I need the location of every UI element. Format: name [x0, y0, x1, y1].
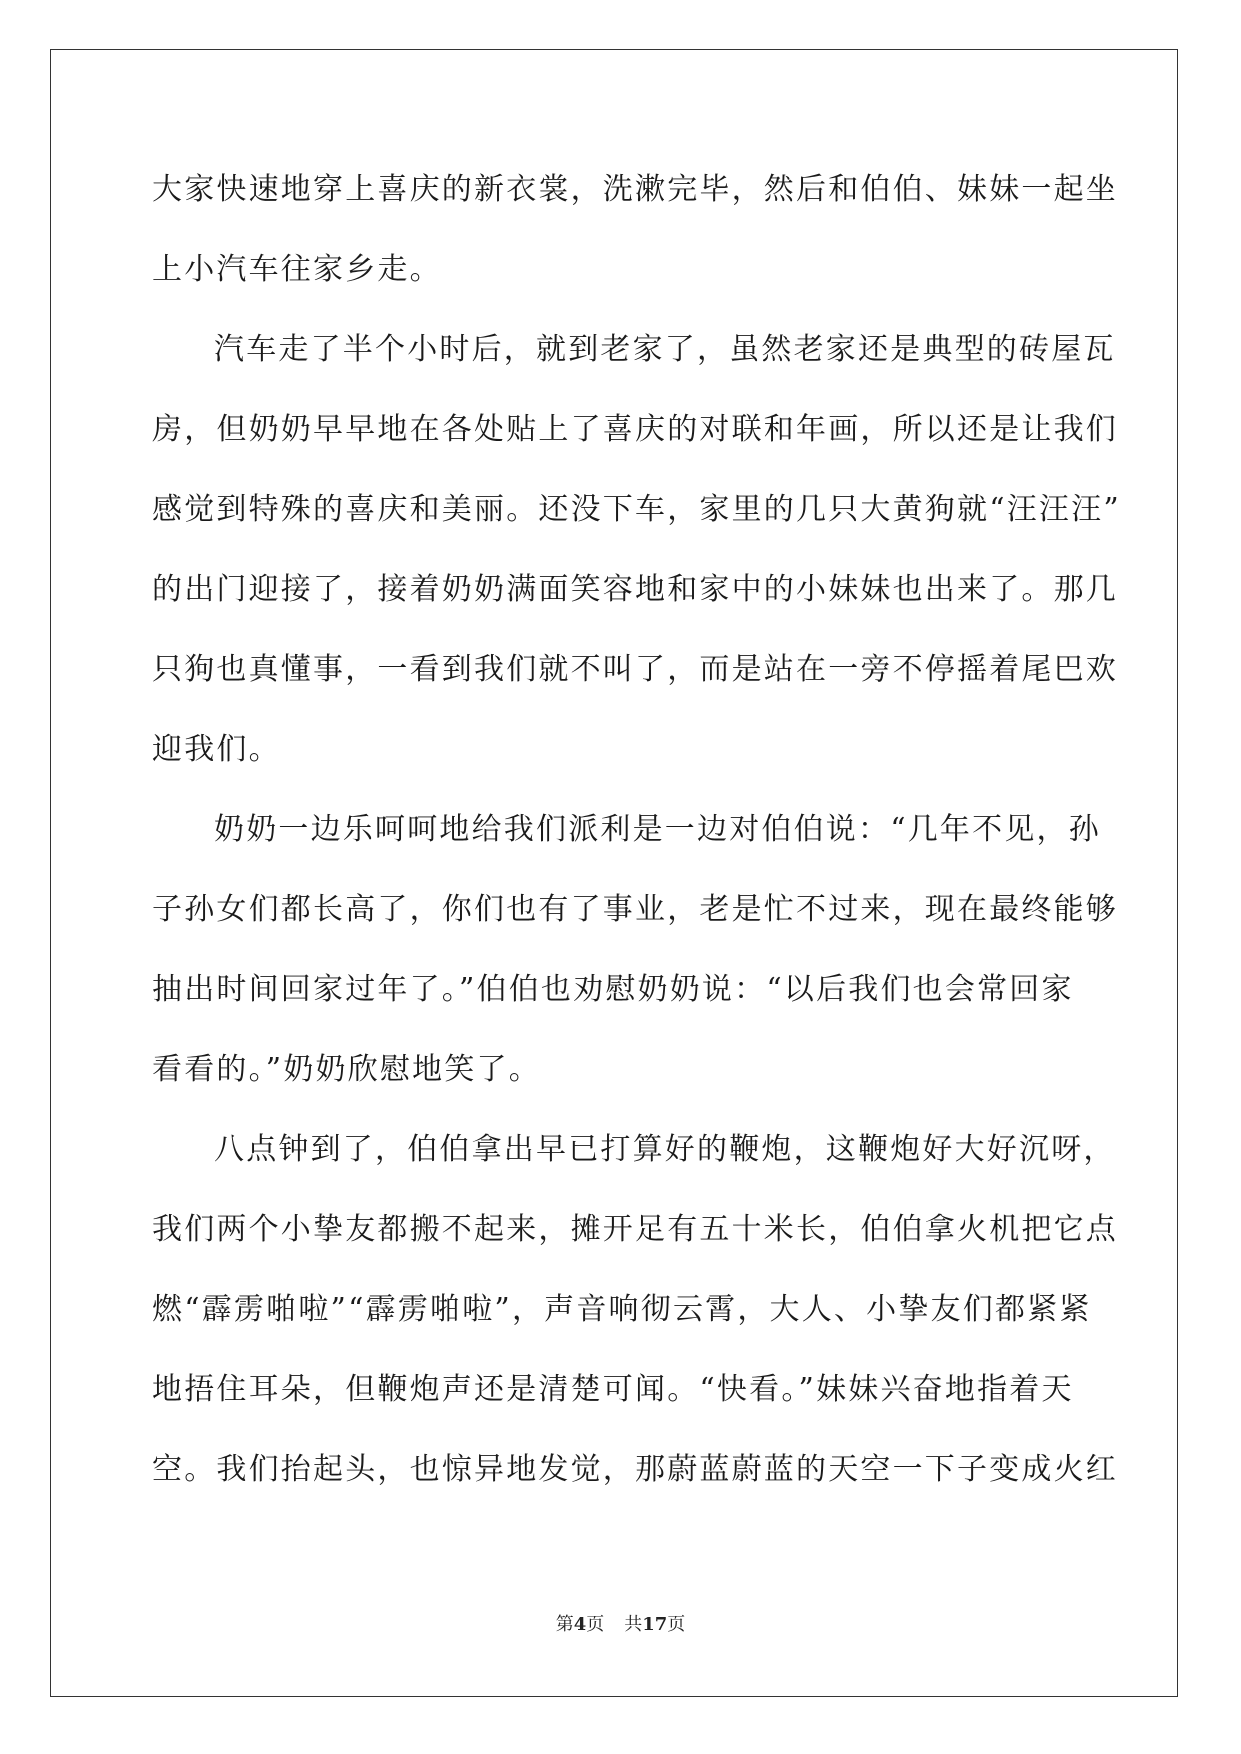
paragraph-2-line-3: 感觉到特殊的喜庆和美丽。还没下车，家里的几只大黄狗就“汪汪汪”: [152, 492, 1121, 527]
page-footer: [0, 1610, 1241, 1636]
paragraph-3-line-1: 奶奶一边乐呵呵地给我们派利是一边对伯伯说：“几年不见，孙: [214, 812, 1101, 847]
paragraph-3-line-4: 看看的。”奶奶欣慰地笑了。: [152, 1052, 541, 1087]
paragraph-2-line-2: 房，但奶奶早早地在各处贴上了喜庆的对联和年画，所以还是让我们: [152, 412, 1118, 447]
paragraph-4-line-3: 燃“霹雳啪啦”“霹雳啪啦”，声音响彻云霄，大人、小挚友们都紧紧: [152, 1292, 1092, 1327]
paragraph-2-line-5: 只狗也真懂事，一看到我们就不叫了，而是站在一旁不停摇着尾巴欢: [152, 652, 1118, 687]
paragraph-4-line-1: 八点钟到了，伯伯拿出早已打算好的鞭炮，这鞭炮好大好沉呀，: [214, 1132, 1116, 1167]
paragraph-3-line-3: 抽出时间回家过年了。”伯伯也劝慰奶奶说：“以后我们也会常回家: [152, 972, 1074, 1007]
footer-total-suffix: 页: [667, 1614, 686, 1635]
paragraph-3-line-2: 子孙女们都长高了，你们也有了事业，老是忙不过来，现在最终能够: [152, 892, 1118, 927]
paragraph-4-line-4: 地捂住耳朵，但鞭炮声还是清楚可闻。“快看。”妹妹兴奋地指着天: [152, 1372, 1074, 1407]
paragraph-2-line-6: 迎我们。: [152, 732, 281, 767]
paragraph-2-line-1: 汽车走了半个小时后，就到老家了，虽然老家还是典型的砖屋瓦: [214, 332, 1116, 367]
document-body: [152, 160, 1121, 1520]
paragraph-1-line-1: 大家快速地穿上喜庆的新衣裳，洗漱完毕，然后和伯伯、妹妹一起坐: [152, 172, 1118, 207]
footer-page-suffix: 页: [586, 1614, 605, 1635]
paragraph-4-line-2: 我们两个小挚友都搬不起来，摊开足有五十米长，伯伯拿火机把它点: [152, 1212, 1118, 1247]
footer-page-prefix: 第: [555, 1614, 574, 1635]
paragraph-4-line-5: 空。我们抬起头，也惊异地发觉，那蔚蓝蔚蓝的天空一下子变成火红: [152, 1452, 1118, 1487]
footer-total-pages: 17: [642, 1614, 668, 1635]
footer-page-number: 4: [573, 1614, 587, 1635]
paragraph-1-line-2: 上小汽车往家乡走。: [152, 252, 442, 287]
footer-total-prefix: 共: [624, 1614, 643, 1635]
paragraph-2-line-4: 的出门迎接了，接着奶奶满面笑容地和家中的小妹妹也出来了。那几: [152, 572, 1118, 607]
